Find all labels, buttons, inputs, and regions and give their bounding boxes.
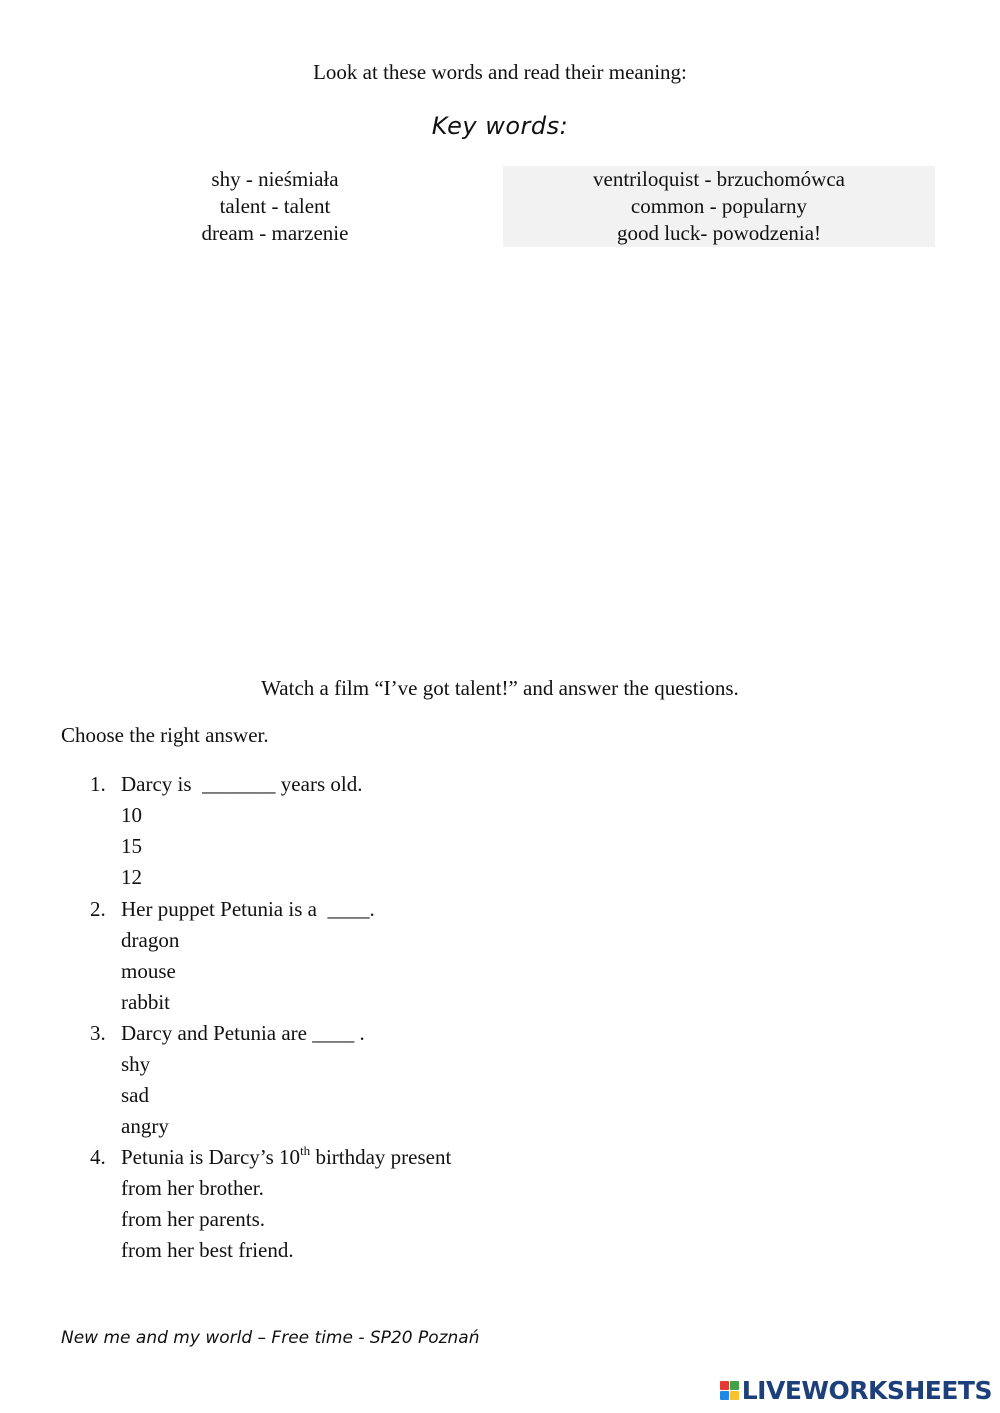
key-words-heading: Key words: [431, 112, 569, 140]
vocabulary-right-column [503, 166, 935, 247]
footer-text: New me and my world – Free time - SP20 Poznań [61, 1328, 480, 1348]
logo-tile [720, 1391, 729, 1400]
vocab-item: common - popularny [630, 194, 808, 218]
vocabulary-left-column [100, 166, 450, 247]
answer-option[interactable]: rabbit [121, 990, 170, 1014]
brand-name: LIVEWORKSHEETS [741, 1376, 992, 1405]
answer-option[interactable]: sad [121, 1083, 149, 1107]
vocab-item: talent - talent [219, 194, 331, 218]
liveworksheets-brand[interactable] [720, 1376, 992, 1405]
question-text-part: birthday present [310, 1145, 452, 1169]
ordinal-suffix: th [300, 1143, 311, 1158]
logo-tile [730, 1391, 739, 1400]
question-text: Darcy and Petunia are ____ . [121, 1021, 365, 1045]
answer-option[interactable]: 15 [121, 834, 142, 858]
logo-tile [720, 1381, 729, 1390]
answer-option[interactable]: dragon [121, 928, 180, 952]
answer-option[interactable]: mouse [121, 959, 176, 983]
question-text: Her puppet Petunia is a ____. [121, 897, 375, 921]
vocab-item: dream - marzenie [201, 221, 349, 245]
question-number: 1. [90, 772, 106, 796]
logo-tile [730, 1381, 739, 1390]
answer-option[interactable]: from her brother. [121, 1176, 264, 1200]
question-number: 2. [90, 897, 106, 921]
question-text: Darcy is _______ years old. [121, 772, 363, 796]
answer-option[interactable]: angry [121, 1114, 169, 1138]
answer-option[interactable]: from her best friend. [121, 1238, 294, 1262]
answer-option[interactable]: 10 [121, 803, 142, 827]
film-instruction: Watch a film “I’ve got talent!” and answer the questions. [261, 676, 739, 700]
question-text [121, 1142, 451, 1173]
question-number: 3. [90, 1021, 106, 1045]
vocab-item: shy - nieśmiała [211, 167, 339, 191]
vocab-item: good luck- powodzenia! [616, 221, 822, 245]
brand-logo-icon [720, 1381, 739, 1400]
answer-option[interactable]: shy [121, 1052, 151, 1076]
answer-option[interactable]: 12 [121, 865, 142, 889]
question-number: 4. [90, 1145, 106, 1169]
answer-option[interactable]: from her parents. [121, 1207, 266, 1231]
choose-instruction: Choose the right answer. [61, 723, 269, 747]
vocab-item: ventriloquist - brzuchomówca [593, 167, 845, 191]
instruction-text: Look at these words and read their meaning: [313, 60, 687, 84]
question-text-part: Petunia is Darcy’s 10 [121, 1145, 301, 1169]
